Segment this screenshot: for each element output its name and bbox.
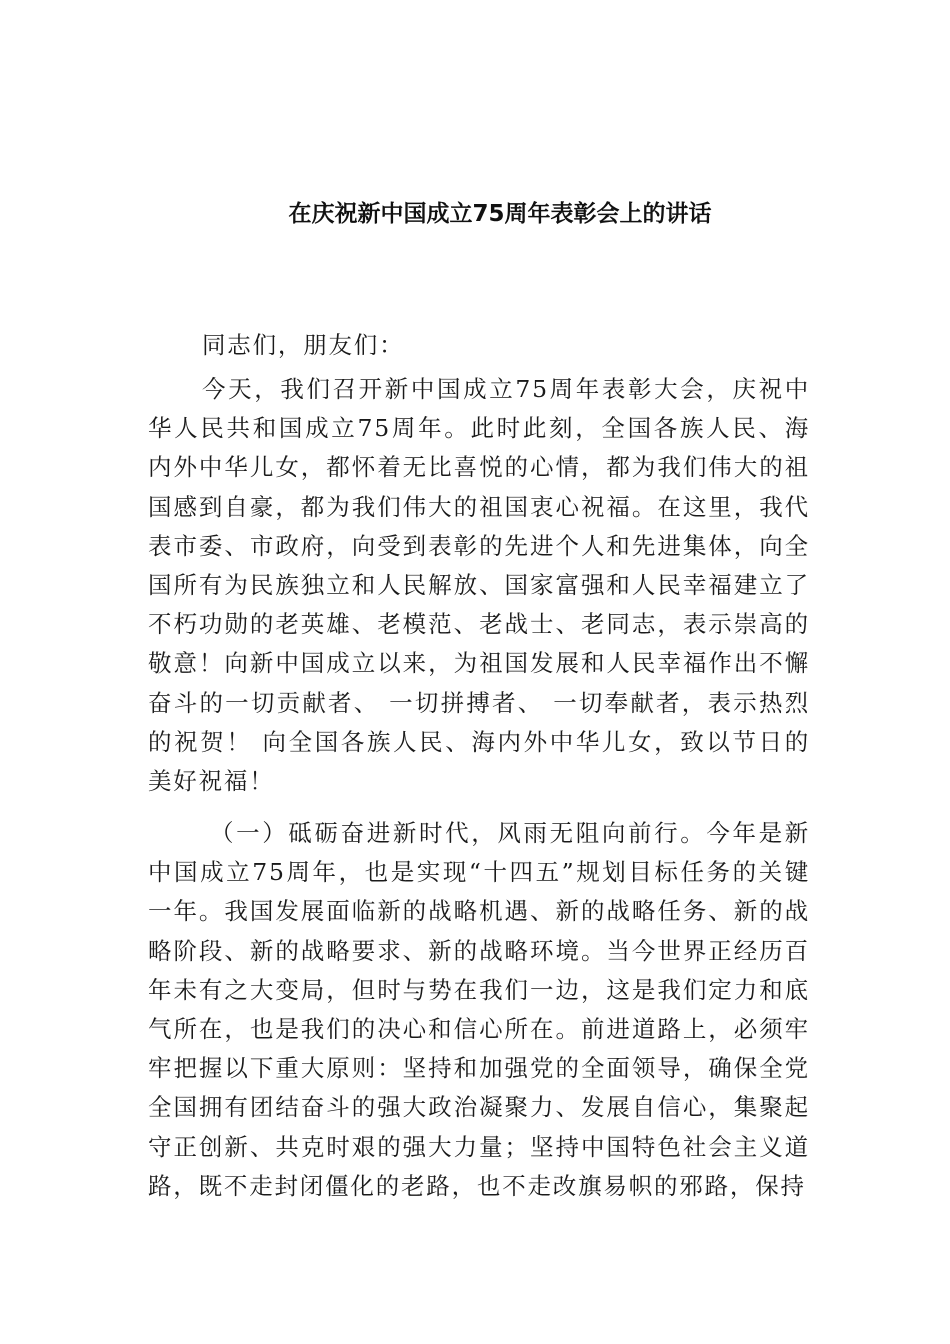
paragraph-1: 今天，我们召开新中国成立75周年表彰大会，庆祝中华人民共和国成立75周年。此时此刻，全国各族人民、海内外中华儿女，都怀着无比喜悦的心情，都为我们伟大的祖国感到自豪，都为我们伟大的祖国衷心祝福。在这里，我代表市委、市政府，向受到表彰的先进个人和先进集体，向全国所有为民族独立和人民解放、国家富强和人民幸福建立了不朽功勋的老英雄、老模范、老战士、老同志，表示崇高的敬意！向新中国成立以来，为祖国发展和人民幸福作出不懈奋斗的一切贡献者、 一切拼搏者、 一切奉献者，表示热烈的祝贺！ 向全国各族人民、海内外中华儿女，致以节日的美好祝福！ [148, 375, 810, 796]
salutation: 同志们，朋友们： [202, 331, 405, 359]
document-title: 在庆祝新中国成立75周年表彰会上的讲话 [288, 201, 712, 227]
paragraph-2: （一）砥砺奋进新时代，风雨无阻向前行。今年是新中国成立75周年，也是实现“十四五”规划目标任务的关键一年。我国发展面临新的战略机遇、新的战略任务、新的战略阶段、新的战略要求、新的战略环境。当今世界正经历百年未有之大变局，但时与势在我们一边，这是我们定力和底气所在，也是我们的决心和信心所在。前进道路上，必须牢牢把握以下重大原则：坚持和加强党的全面领导，确保全党全国拥有团结奋斗的强大政治凝聚力、发展自信心，集聚起守正创新、共克时艰的强大力量；坚持中国特色社会主义道路，既不走封闭僵化的老路，也不走改旗易帜的邪路，保持 [148, 819, 810, 1200]
